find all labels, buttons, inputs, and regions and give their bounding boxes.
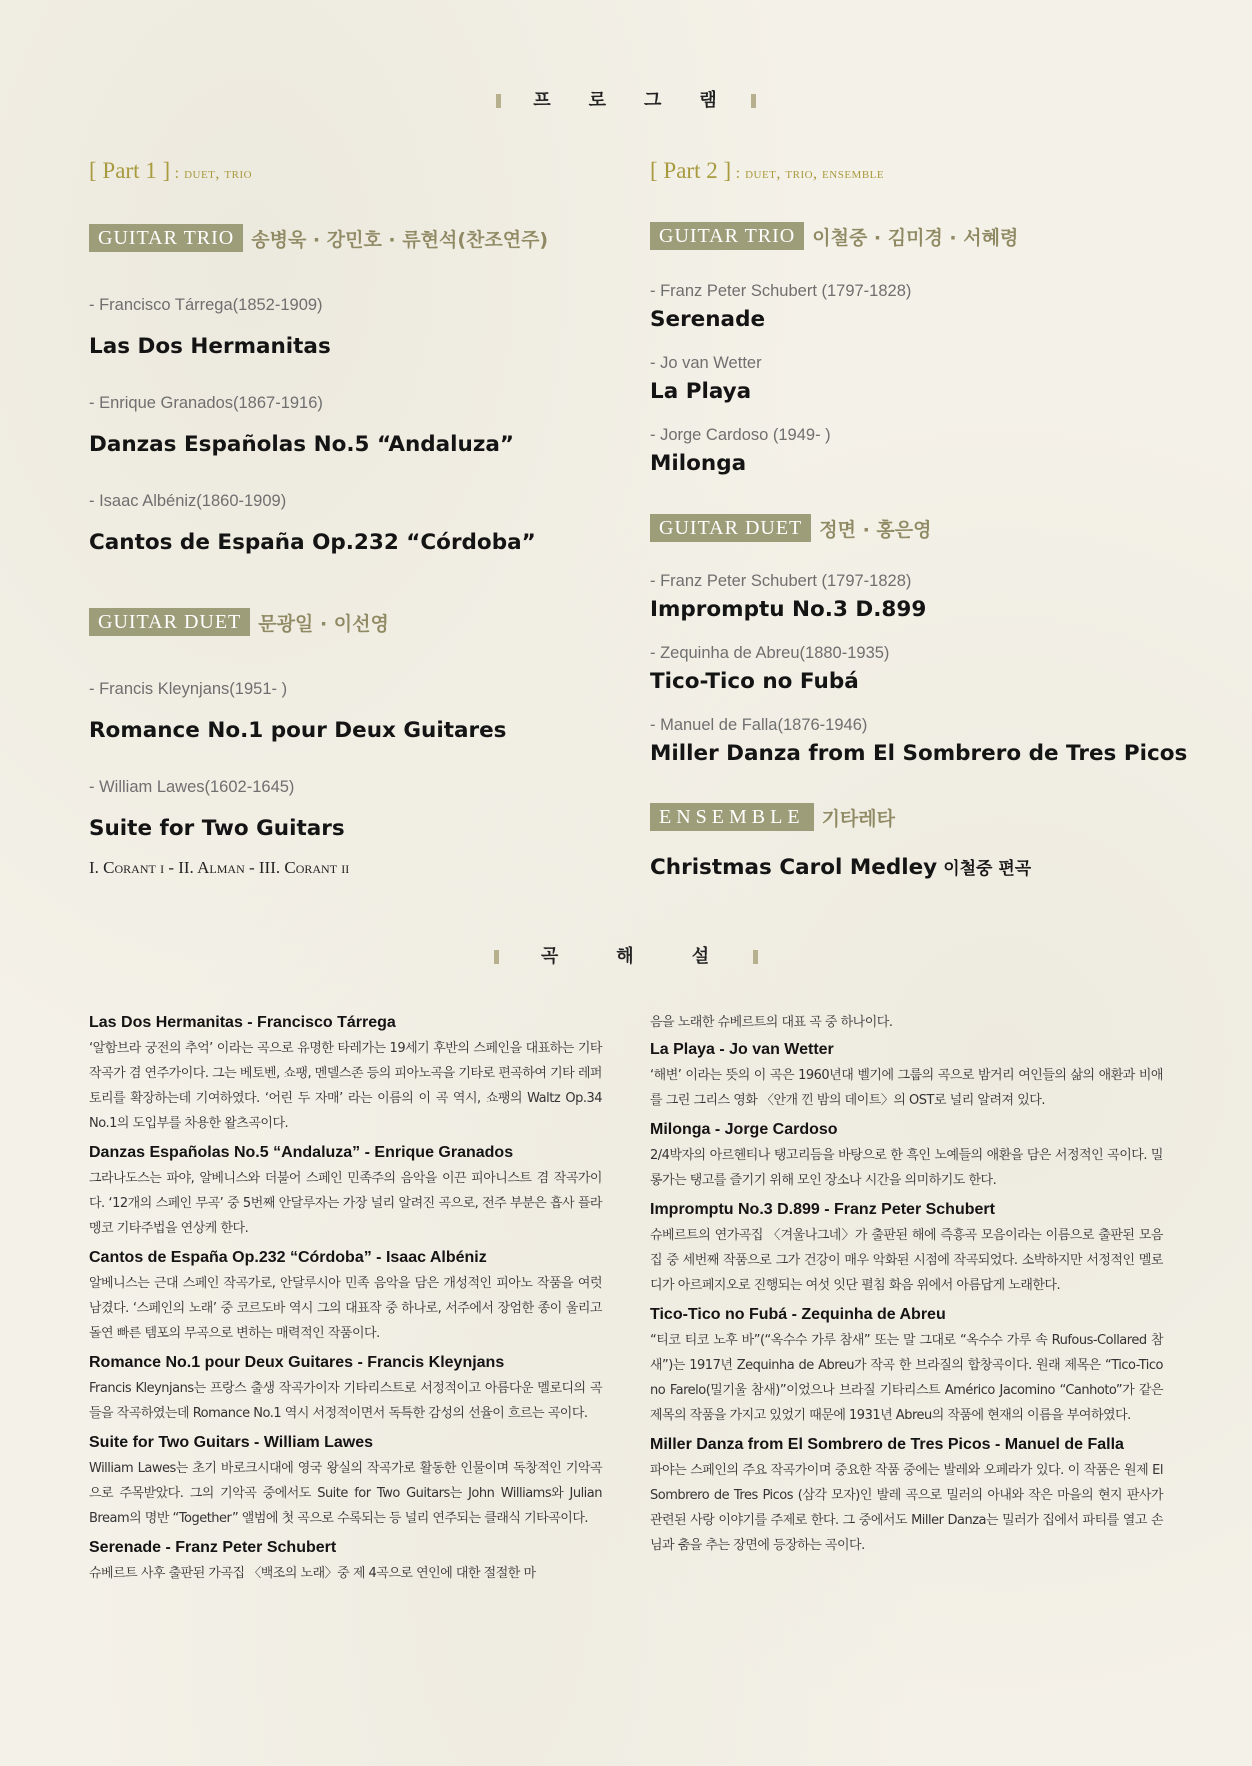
note-title: Serenade - Franz Peter Schubert <box>89 1539 337 1556</box>
performers: 기타레타 <box>821 807 895 830</box>
note-text: 2/4박자의 아르헨티나 탱고리듬을 바탕으로 한 흑인 노예들의 애환을 담은 서정적인 곡이다. 밀롱가는 탱고를 즐기기 위해 모인 장소나 시간을 의미하기도 한다. <box>650 1148 1163 1188</box>
piece-title: Cantos de España Op.232 “Córdoba” <box>89 530 536 555</box>
note-item <box>650 1041 1163 1113</box>
piece-title: Christmas Carol Medley 이철중 편곡 <box>650 855 1032 880</box>
piece-title: Suite for Two Guitars <box>89 816 345 841</box>
part1-trio-header <box>89 224 548 252</box>
program-heading: 프 로 그 램 <box>0 86 1252 112</box>
heading-bar-left <box>494 950 499 964</box>
notes-left-column <box>89 1014 602 1586</box>
note-item <box>89 1434 602 1531</box>
note-text: William Lawes는 초기 바로크시대에 영국 왕실의 작곡가로 활동한 인물이며 독창적인 기악곡으로 주목받았다. 그의 기악곡 중에서도 Suite for Two Guitars는 John Williams와 Julian Bream의 명반 “Together” 앨범에 첫 곡으로 수록되는 등 널리 연주되는 클래식 기타곡이다. <box>89 1461 602 1526</box>
note-title: Las Dos Hermanitas - Francisco Tárrega <box>89 1014 396 1031</box>
performers: 이철중 · 김미경 · 서혜령 <box>812 226 1019 249</box>
note-item <box>89 1249 602 1346</box>
note-item <box>650 1201 1163 1298</box>
note-text: 알베니스는 근대 스페인 작곡가로, 안달루시아 민족 음악을 담은 개성적인 피아노 작품을 여럿 남겼다. ‘스페인의 노래’ 중 코르도바 역시 그의 대표작 중 하나로, 서주에서 장엄한 종이 울리고 돌연 빠른 템포의 무곡으로 변하는 매력적인 작품이다. <box>89 1276 602 1341</box>
note-text: 파야는 스페인의 주요 작곡가이며 중요한 작품 중에는 발레와 오페라가 있다. 이 작품은 원제 El Sombrero de Tres Picos (삼각 모자)인 발레 곡으로 밀러의 아내와 작은 마을의 현지 판사가 관련된 사랑 이야기를 주제로 한다. 그 중에서도 Miller Danza는 밀러가 집에서 파티를 열고 손님과 춤을 추는 장면에 등장하는 곡이다. <box>650 1463 1163 1553</box>
heading-bar-right <box>753 950 758 964</box>
notes-heading: 곡 해 설 <box>0 942 1252 968</box>
note-title: Milonga - Jorge Cardoso <box>650 1121 838 1138</box>
composer: - William Lawes(1602-1645) <box>89 778 295 796</box>
part2-heading: [ Part 2 ] : duet, trio, ensemble <box>650 158 885 183</box>
note-text: 그라나도스는 파야, 알베니스와 더불어 스페인 민족주의 음악을 이끈 피아니스트 겸 작곡가이다. ‘12개의 스페인 무곡’ 중 5번째 안달루자는 가장 널리 알려진 곡으로, 전주 부분은 흡사 플라멩코 기타주법을 연상케 한다. <box>89 1171 602 1236</box>
part2-duet-header <box>650 514 931 542</box>
note-text: Francis Kleynjans는 프랑스 출생 작곡가이자 기타리스트로 서정적이고 아름다운 멜로디의 곡들을 작곡하였는데 Romance No.1 역시 서정적이면서 독특한 감성의 선율이 흐르는 곡이다. <box>89 1381 602 1421</box>
note-item <box>89 1539 602 1586</box>
note-item <box>650 1121 1163 1193</box>
notes-right-column <box>650 1010 1163 1558</box>
composer: - Franz Peter Schubert (1797-1828) <box>650 572 912 590</box>
composer: - Enrique Granados(1867-1916) <box>89 394 323 412</box>
composer: - Franz Peter Schubert (1797-1828) <box>650 282 912 300</box>
piece-title: Romance No.1 pour Deux Guitares <box>89 718 507 743</box>
note-item <box>89 1354 602 1426</box>
performers: 송병욱 · 강민호 · 류현석(찬조연주) <box>251 228 549 251</box>
piece-title: Miller Danza from El Sombrero de Tres Picos <box>650 741 1188 766</box>
note-text-continued: 음을 노래한 슈베르트의 대표 곡 중 하나이다. <box>650 1015 893 1030</box>
note-title: Cantos de España Op.232 “Córdoba” - Isaac Albéniz <box>89 1249 487 1266</box>
guitar-duet-tag: GUITAR DUET <box>89 608 250 636</box>
composer: - Francisco Tárrega(1852-1909) <box>89 296 323 314</box>
composer: - Jo van Wetter <box>650 354 762 372</box>
piece-title: Las Dos Hermanitas <box>89 334 331 359</box>
note-title: Suite for Two Guitars - William Lawes <box>89 1434 374 1451</box>
movements: I. Corant i - II. Alman - III. Corant ii <box>89 858 350 877</box>
guitar-trio-tag: GUITAR TRIO <box>89 224 243 252</box>
part1-heading: [ Part 1 ] : duet, trio <box>89 158 253 183</box>
note-item <box>650 1436 1163 1558</box>
piece-title: Serenade <box>650 307 766 332</box>
composer: - Jorge Cardoso (1949- ) <box>650 426 831 444</box>
piece-title: Tico-Tico no Fubá <box>650 669 859 694</box>
note-title: La Playa - Jo van Wetter <box>650 1041 834 1058</box>
part2-ensemble-header <box>650 803 895 831</box>
note-text: ‘해변’ 이라는 뜻의 이 곡은 1960년대 벨기에 그룹의 곡으로 밤거리 여인들의 삶의 애환과 비애를 그린 그리스 영화 〈안개 낀 밤의 데이트〉의 OST로 널리 알려져 있다. <box>650 1068 1163 1108</box>
ensemble-tag: ENSEMBLE <box>650 803 814 831</box>
piece-title: Impromptu No.3 D.899 <box>650 597 927 622</box>
note-item <box>89 1014 602 1136</box>
piece-title: La Playa <box>650 379 752 404</box>
heading-bar-left <box>496 94 501 108</box>
composer: - Zequinha de Abreu(1880-1935) <box>650 644 890 662</box>
performers: 정면 · 홍은영 <box>819 518 932 541</box>
piece-title: Danzas Españolas No.5 “Andaluza” <box>89 432 514 457</box>
note-text: 슈베르트 사후 출판된 가곡집 〈백조의 노래〉중 제 4곡으로 연인에 대한 절절한 마 <box>89 1566 536 1581</box>
guitar-duet-tag: GUITAR DUET <box>650 514 811 542</box>
note-title: Impromptu No.3 D.899 - Franz Peter Schubert <box>650 1201 995 1218</box>
note-text: “티코 티코 노후 바”(“옥수수 가루 참새” 또는 말 그대로 “옥수수 가루 속 Rufous-Collared 참새”)는 1917년 Zequinha de Abreu가 작곡 한 브라질의 합창곡이다. 원래 제목은 “Tico-Tico no Farelo(밀기울 참새)”이었으나 브라질 기타리스트 Américo Jacomino “Canhoto”가 같은 제목의 작품을 가지고 있었기 때문에 1931년 Abreu의 작품에 현재의 이름을 부여하였다. <box>650 1333 1163 1423</box>
heading-bar-right <box>751 94 756 108</box>
composer: - Isaac Albéniz(1860-1909) <box>89 492 287 510</box>
note-title: Romance No.1 pour Deux Guitares - Francis Kleynjans <box>89 1354 505 1371</box>
arranger: 이철중 편곡 <box>943 859 1032 879</box>
performers: 문광일 · 이선영 <box>258 612 389 635</box>
piece-title: Milonga <box>650 451 747 476</box>
part2-trio-header <box>650 222 1018 250</box>
note-item <box>650 1306 1163 1428</box>
part1-duet-header <box>89 608 389 636</box>
note-title: Danzas Españolas No.5 “Andaluza” - Enrique Granados <box>89 1144 514 1161</box>
composer: - Francis Kleynjans(1951- ) <box>89 680 288 698</box>
note-item <box>89 1144 602 1241</box>
note-text: 슈베르트의 연가곡집 〈겨울나그네〉가 출판된 해에 즉흥곡 모음이라는 이름으로 출판된 모음집 중 세번째 작품으로 그가 건강이 매우 악화된 시점에 작곡되었다. 소박하지만 서정적인 멜로디가 아르페지오로 진행되는 여섯 잇단 펼침 화음 위에서 아름답게 노래한다. <box>650 1228 1163 1293</box>
note-title: Tico-Tico no Fubá - Zequinha de Abreu <box>650 1306 946 1323</box>
guitar-trio-tag: GUITAR TRIO <box>650 222 804 250</box>
composer: - Manuel de Falla(1876-1946) <box>650 716 868 734</box>
note-text: ‘알함브라 궁전의 추억’ 이라는 곡으로 유명한 타레가는 19세기 후반의 스페인을 대표하는 기타 작곡가 겸 연주가이다. 그는 베토벤, 쇼팽, 멘델스존 등의 피아노곡을 기타로 편곡하여 기타 레퍼토리를 확장하는데 기여하였다. ‘어린 두 자매’ 라는 이름의 이 곡 역시, 쇼팽의 Waltz Op.34 No.1의 도입부를 차용한 왈츠곡이다. <box>89 1041 602 1131</box>
note-title: Miller Danza from El Sombrero de Tres Picos - Manuel de Falla <box>650 1436 1124 1453</box>
